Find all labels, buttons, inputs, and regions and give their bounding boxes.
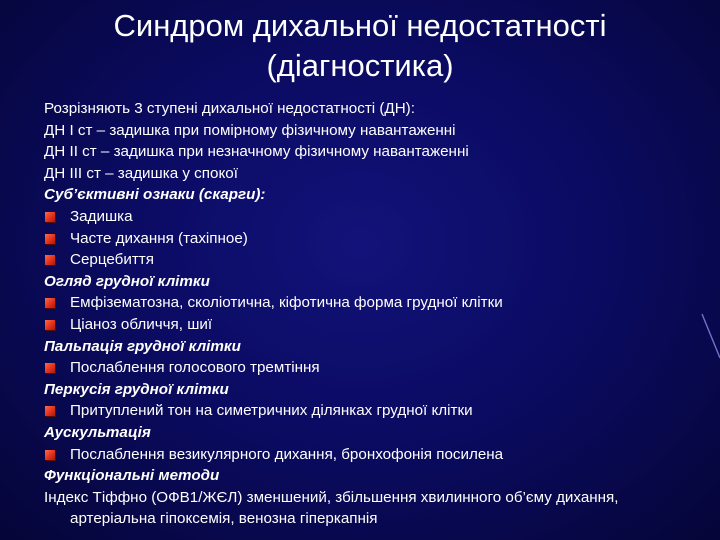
- percussion-item: [44, 400, 704, 422]
- palpation-item: [44, 357, 704, 379]
- red-square-bullet-icon: [45, 298, 55, 308]
- percussion-heading: Перкусія грудної клітки: [44, 380, 229, 398]
- subjective-item: [44, 249, 704, 271]
- auscultation-heading: Аускультація: [44, 423, 151, 441]
- inspection-item-text: Ціаноз обличчя, шиї: [70, 315, 213, 333]
- red-square-bullet-icon: [45, 234, 55, 244]
- dn-degree-1: ДН І ст – задишка при помірному фізичному навантаженні: [44, 121, 456, 139]
- subjective-item: [44, 206, 704, 228]
- dn-degree-2: ДН ІІ ст – задишка при незначному фізичному навантаженні: [44, 143, 469, 161]
- red-square-bullet-icon: [45, 363, 55, 373]
- subjective-heading: Суб’єктивні ознаки (скарги):: [44, 186, 266, 204]
- slide-title: [0, 6, 720, 86]
- dn-degree-3: ДН ІІІ ст – задишка у спокої: [44, 164, 238, 182]
- slide-title-line-1: Синдром дихальної недостатності: [113, 8, 607, 43]
- decorative-line-icon: [700, 300, 720, 380]
- red-square-bullet-icon: [45, 406, 55, 416]
- functional-heading: Функціональні методи: [44, 467, 220, 485]
- red-square-bullet-icon: [45, 450, 55, 460]
- subjective-item-text: Часте дихання (тахіпное): [70, 229, 248, 247]
- inspection-heading: Огляд грудної клітки: [44, 272, 210, 290]
- red-square-bullet-icon: [45, 212, 55, 222]
- auscultation-item-text: Послаблення везикулярного дихання, бронхофонія посилена: [70, 445, 504, 463]
- intro-text: Розрізняють 3 ступені дихальної недостатності (ДН):: [44, 100, 415, 117]
- inspection-item: [44, 292, 704, 314]
- subjective-item-text: Серцебиття: [70, 251, 154, 269]
- palpation-heading: Пальпація грудної клітки: [44, 337, 241, 355]
- inspection-item-text: Емфізематозна, сколіотична, кіфотична форма грудної клітки: [70, 294, 503, 312]
- red-square-bullet-icon: [45, 320, 55, 330]
- palpation-item-text: Послаблення голосового тремтіння: [70, 359, 320, 377]
- functional-text: Індекс Тіффно (ОФВ1/ЖЄЛ) зменшений, збільшення хвилинного об’єму дихання, артеріальна гіпоксемія, венозна гіперкапнія: [44, 488, 619, 528]
- inspection-item: [44, 314, 704, 336]
- percussion-item-text: Притуплений тон на симетричних ділянках грудної клітки: [70, 402, 473, 420]
- subjective-item-text: Задишка: [70, 207, 133, 225]
- subjective-item: [44, 228, 704, 250]
- auscultation-item: [44, 444, 704, 466]
- slide-title-line-2: (діагностика): [266, 48, 454, 83]
- red-square-bullet-icon: [45, 255, 55, 265]
- slide-body: [44, 98, 704, 530]
